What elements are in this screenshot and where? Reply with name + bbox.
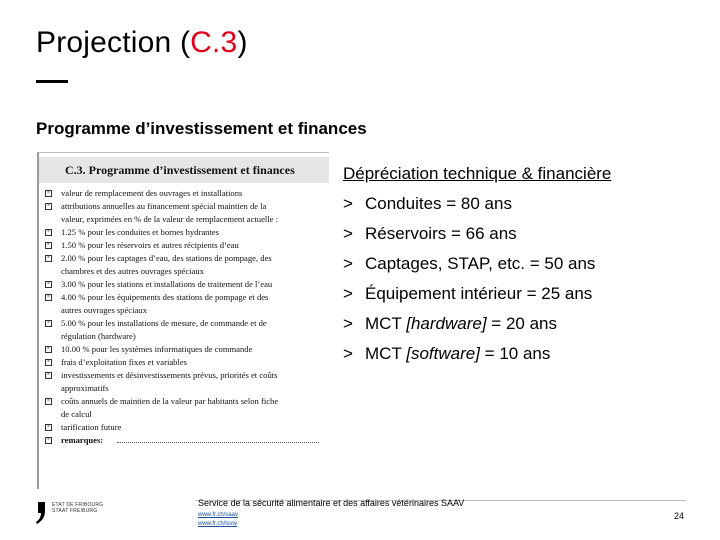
document-row-text: valeur, exprimées en % de la valeur de remplacement actuelle :: [61, 214, 279, 224]
page-number: 24: [674, 511, 685, 521]
bullet-icon: >: [343, 314, 353, 333]
canton-logo-icon: [36, 502, 46, 524]
document-row: [39, 278, 329, 291]
document-row: [39, 239, 329, 252]
document-row-text: chambres et des autres ouvrages spéciaux: [61, 266, 204, 276]
document-row-text: 3.00 % pour les stations et installations de traitement de l’eau: [61, 279, 273, 289]
document-row-text: 1.50 % pour les réservoirs et autres récipients d’eau: [61, 240, 239, 250]
item-text: Équipement intérieur = 25 ans: [365, 284, 593, 303]
service-name: Service de la sécurité alimentaire et des affaires vétérinaires SAAV: [198, 498, 465, 508]
document-row-text: attributions annuelles au financement spécial maintien de la: [61, 201, 267, 211]
item-text: Réservoirs = 66 ans: [365, 224, 517, 243]
document-row: [39, 291, 329, 304]
depreciation-item: [343, 342, 703, 372]
bullet-icon: >: [343, 194, 353, 213]
item-text: Conduites = 80 ans: [365, 194, 512, 213]
title-suffix: ): [237, 26, 248, 59]
document-row: [39, 356, 329, 369]
item-value: = 20 ans: [486, 314, 557, 333]
document-row-text: approximatifs: [61, 383, 109, 393]
bullet-icon: >: [343, 344, 353, 363]
document-row-text: 4.00 % pour les équipements des stations de pompage et des: [61, 292, 269, 302]
remarks-line: [117, 442, 319, 443]
depreciation-item: [343, 282, 703, 312]
checkbox-icon: ×: [46, 346, 51, 352]
title-prefix: Projection (: [36, 26, 191, 59]
document-row: [39, 343, 329, 356]
document-rows: [39, 187, 329, 447]
canton-logo-text: [52, 502, 103, 514]
checkbox-icon: ×: [46, 398, 51, 404]
website-link-de[interactable]: www.fr.ch/lsvw: [198, 521, 238, 527]
document-row: [39, 369, 329, 382]
depreciation-item: [343, 312, 703, 342]
depreciation-item: [343, 222, 703, 252]
document-row-text: 5.00 % pour les installations de mesure, de commande et de: [61, 318, 267, 328]
document-row-text: 1.25 % pour les conduites et bornes hydrantes: [61, 227, 219, 237]
item-value: = 10 ans: [479, 344, 551, 363]
bullet-icon: >: [343, 254, 353, 273]
depreciation-list: [343, 162, 703, 372]
document-row: [39, 382, 329, 395]
document-row: [39, 330, 329, 343]
document-row: [39, 252, 329, 265]
checkbox-icon: ×: [46, 255, 51, 261]
depreciation-item-text: [365, 252, 595, 276]
document-row: [39, 421, 329, 434]
checkbox-icon: ×: [46, 437, 51, 443]
document-row: [39, 226, 329, 239]
slide-subtitle: Programme d’investissement et finances: [36, 119, 367, 138]
checkbox-icon: ×: [46, 372, 51, 378]
document-row-text: coûts annuels de maintien de la valeur par habitants selon fiche: [61, 396, 279, 406]
checkbox-icon: ×: [46, 281, 51, 287]
document-row-text: régulation (hardware): [61, 331, 136, 341]
logo-line-2: STAAT FREIBURG: [52, 508, 98, 514]
slide-title: [36, 26, 248, 60]
checkbox-icon: ×: [46, 203, 51, 209]
document-row: [39, 304, 329, 317]
depreciation-item-text: [365, 282, 592, 306]
checkbox-icon: ×: [46, 229, 51, 235]
document-row-text: autres ouvrages spéciaux: [61, 305, 147, 315]
depreciation-item-text: [365, 192, 512, 216]
document-row-text: investissements et désinvestissements prévus, priorités et coûts: [61, 370, 278, 380]
checkbox-icon: ×: [46, 320, 51, 326]
depreciation-item: [343, 192, 703, 222]
title-code: C.3: [190, 26, 238, 59]
item-text: MCT: [365, 344, 407, 363]
document-row-text: tarification future: [61, 422, 122, 432]
document-row-text: valeur de remplacement des ouvrages et installations: [61, 188, 243, 198]
checkbox-icon: ×: [46, 242, 51, 248]
bullet-icon: >: [343, 284, 353, 303]
checkbox-icon: ×: [46, 190, 51, 196]
document-row-text: remarques:: [61, 435, 104, 445]
document-row: [39, 265, 329, 278]
document-row: [39, 408, 329, 421]
document-row: [39, 200, 329, 213]
document-row: [39, 434, 329, 447]
document-row-text: de calcul: [61, 409, 92, 419]
document-row: [39, 213, 329, 226]
title-underline: [36, 80, 68, 83]
item-text: Captages, STAP, etc. = 50 ans: [365, 254, 596, 273]
depreciation-item-text: [365, 312, 557, 336]
document-row-text: frais d’exploitation fixes et variables: [61, 357, 187, 367]
document-heading: C.3. Programme d’investissement et finances: [39, 157, 329, 183]
checkbox-icon: ×: [46, 294, 51, 300]
checkbox-icon: ×: [46, 424, 51, 430]
document-row-text: 10.00 % pour les systèmes informatiques de commande: [61, 344, 253, 354]
document-row: [39, 187, 329, 200]
document-row-text: 2.00 % pour les captages d’eau, des stations de pompage, des: [61, 253, 272, 263]
depreciation-item: [343, 252, 703, 282]
depreciation-item-text: [365, 222, 517, 246]
website-link-fr[interactable]: www.fr.ch/saav: [198, 512, 239, 518]
item-text: MCT: [365, 314, 407, 333]
document-row: [39, 317, 329, 330]
depreciation-item-text: [365, 342, 550, 366]
document-row: [39, 395, 329, 408]
item-emphasis: [software]: [406, 344, 480, 363]
scanned-document: [37, 152, 329, 489]
bullet-icon: >: [343, 224, 353, 243]
checkbox-icon: ×: [46, 359, 51, 365]
logo-line-1: ETAT DE FRIBOURG: [52, 502, 104, 508]
depreciation-heading: Dépréciation technique & financière: [343, 164, 612, 183]
item-emphasis: [hardware]: [406, 314, 487, 333]
